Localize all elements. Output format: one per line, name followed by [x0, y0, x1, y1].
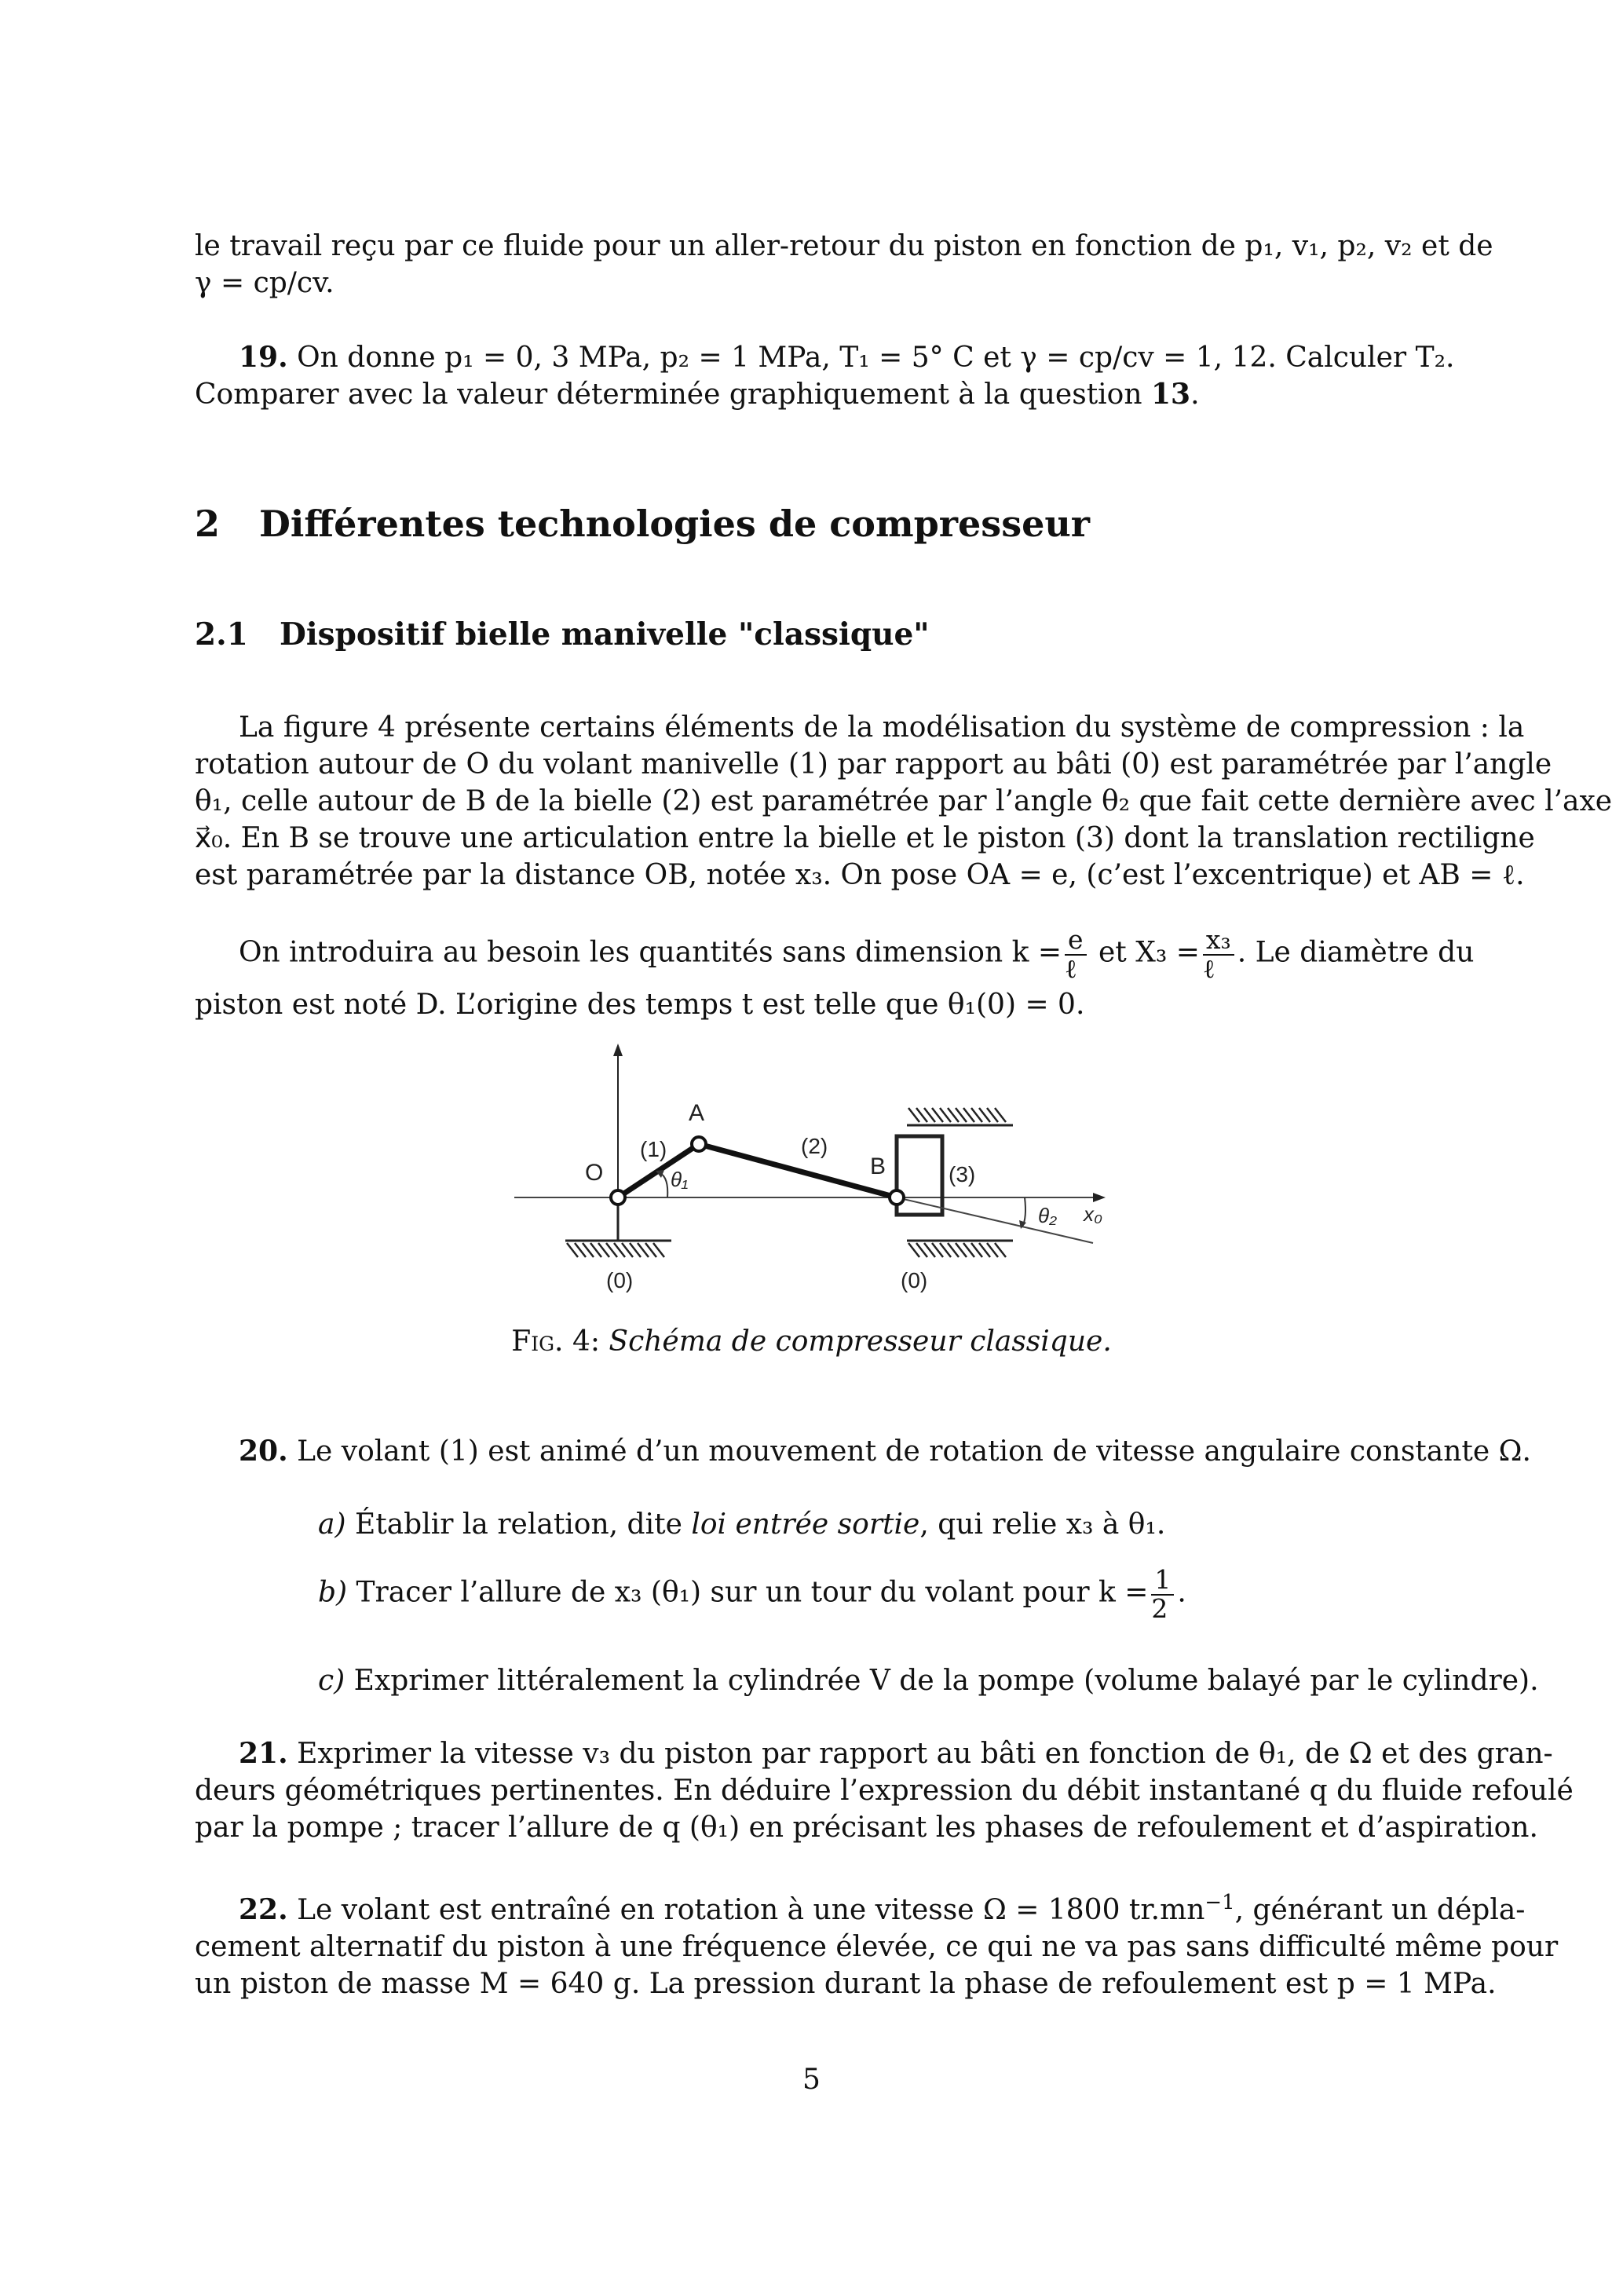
paragraph-figure-description: [195, 709, 1613, 894]
joint-O: [611, 1190, 625, 1205]
label-theta2: θ₂: [1038, 1204, 1058, 1227]
label-part-3: (3): [949, 1162, 976, 1186]
fraction-half: $\frac{1}{2}$: [1151, 1567, 1174, 1622]
subsection-title: Dispositif bielle manivelle "classique": [280, 616, 930, 653]
connecting-rod: [699, 1144, 897, 1197]
item-label: c): [318, 1665, 345, 1697]
text-line: x⃗₀. En B se trouve une articulation entre la bielle et le piston (3) dont la translation rectiligne: [195, 822, 1535, 854]
question-21: [195, 1735, 1574, 1846]
text-line: θ₁, celle autour de B de la bielle (2) est paramétrée par l’angle θ₂ que fait cette dernière avec l’axe: [195, 785, 1613, 817]
label-part-2: (2): [801, 1134, 828, 1158]
question-22: 22. Le volant est entraîné en rotation à une vitesse Ω = 1800 $tr.mn^{-1}$, générant un dépla- cement alternatif du piston à une fréquence élevée, ce qui ne va pas sans difficulté même pour un piston de masse M = 640 g. La pression durant la phase de refoulement est p = 1 MPa.: [195, 1885, 1434, 2002]
question-20a: a) Établir la relation, dite loi entrée sortie, qui relie x₃ à θ₁.: [318, 1508, 1166, 1541]
label-ground-left: (0): [606, 1268, 634, 1292]
label-part-1: (1): [640, 1137, 667, 1161]
intro-paragraph: [195, 228, 1493, 302]
question-number: 21.: [239, 1737, 288, 1770]
subsection-number: 2.1: [195, 616, 248, 653]
question-ref: 13: [1151, 378, 1191, 411]
question-20: [195, 1433, 1531, 1470]
label-O: O: [585, 1160, 604, 1186]
label-theta1: θ₁: [671, 1168, 689, 1191]
text-line: rotation autour de O du volant manivelle (1) par rapport au bâti (0) est paramétrée par l’angle: [195, 748, 1552, 781]
caption-text: Schéma de compresseur classique.: [609, 1325, 1112, 1358]
ground-hatch-right: [908, 1243, 1006, 1257]
text-line: La figure 4 présente certains éléments de la modélisation du système de compression : la: [239, 711, 1525, 744]
label-B: B: [870, 1153, 886, 1179]
text-line: On donne p₁ = 0, 3 MPa, p₂ = 1 MPa, T₁ = 5° C et γ = cp/cv = 1, 12. Calculer T₂.: [297, 342, 1455, 374]
text-line: cement alternatif du piston à une fréquence élevée, ce qui ne va pas sans difficulté même pour: [195, 1930, 1559, 1963]
question-20b: b) Tracer l’allure de x₃ (θ₁) sur un tour du volant pour k = $\frac{1}{2}$ .: [318, 1564, 1186, 1624]
section-heading: [195, 503, 1090, 545]
label-x0: x₀: [1084, 1202, 1102, 1226]
text-line: piston est noté D. L’origine des temps t est telle que θ₁(0) = 0.: [195, 989, 1085, 1022]
x0-arrowhead: [1093, 1193, 1106, 1202]
theta1-arc: [658, 1172, 667, 1197]
crank-mechanism-figure: [503, 1040, 1131, 1300]
section-number: 2: [195, 503, 221, 545]
text-line: deurs géométriques pertinentes. En déduire l’expression du débit instantané q du fluide refoulé: [195, 1775, 1574, 1807]
text-line: γ = cp/cv.: [195, 267, 334, 299]
question-19: 19. On donne p₁ = 0, 3 MPa, p₂ = 1 MPa, T₁ = 5° C et γ = cp/cv = 1, 12. Calculer T₂. Comparer avec la valeur déterminée graphiquement à la question 13.: [195, 341, 1455, 411]
question-number: 19.: [239, 341, 288, 374]
text-line: est paramétrée par la distance OB, notée x₃. On pose OA = e, (c’est l’excentrique) et AB = ℓ.: [195, 859, 1525, 891]
paragraph-dimensionless: On introduira au besoin les quantités sans dimension k = $\frac{e}{\text{ℓ}}$ et X₃ = $\frac{\text{x₃}}{\text{ℓ}}$ . Le diamètre du piston est noté D. L’origine des temps t est telle que θ₁(0) = 0.: [195, 927, 1434, 1028]
question-number: 20.: [239, 1435, 288, 1468]
joint-A: [692, 1137, 706, 1151]
item-label: a): [318, 1508, 346, 1541]
text-line: On introduira au besoin les quantités sans dimension k =: [239, 936, 1062, 969]
joint-B: [890, 1190, 904, 1205]
fraction-x3: $\frac{\text{x₃}}{\text{ℓ}}$: [1203, 927, 1234, 982]
item-label: b): [318, 1576, 348, 1609]
question-number: 22.: [239, 1892, 288, 1926]
text-line: par la pompe ; tracer l’allure de q (θ₁) en précisant les phases de refoulement et d’aspiration.: [195, 1812, 1538, 1844]
text-line: Le volant (1) est animé d’un mouvement de rotation de vitesse angulaire constante Ω.: [297, 1435, 1531, 1468]
page-number: 5: [802, 2064, 821, 2096]
subsection-heading: [195, 616, 930, 653]
label-A: A: [689, 1100, 705, 1126]
connecting-rod-axis: [897, 1197, 1093, 1243]
section-title: Différentes technologies de compresseur: [259, 503, 1091, 545]
figure-caption: Fig. 4: Schéma de compresseur classique.: [511, 1325, 1112, 1358]
caption-prefix: Fig.: [511, 1325, 564, 1358]
vertical-axis-arrowhead: [613, 1044, 623, 1056]
text-line: un piston de masse M = 640 g. La pression durant la phase de refoulement est p = 1 MPa.: [195, 1967, 1497, 2000]
label-ground-right: (0): [901, 1268, 928, 1292]
ground-hatch-left: [567, 1243, 664, 1257]
guide-hatch-top: [908, 1108, 1006, 1122]
text-line: Comparer avec la valeur déterminée graphiquement à la question: [195, 378, 1151, 411]
text-line: Exprimer la vitesse v₃ du piston par rapport au bâti en fonction de θ₁, de Ω et des gran-: [297, 1738, 1553, 1770]
question-20c: c) Exprimer littéralement la cylindrée V de la pompe (volume balayé par le cylindre).: [318, 1665, 1539, 1697]
text-line: le travail reçu par ce fluide pour un aller-retour du piston en fonction de p₁, v₁, p₂, v₂ et de: [195, 230, 1493, 262]
fraction-k: $\frac{e}{\text{ℓ}}$: [1065, 927, 1087, 982]
